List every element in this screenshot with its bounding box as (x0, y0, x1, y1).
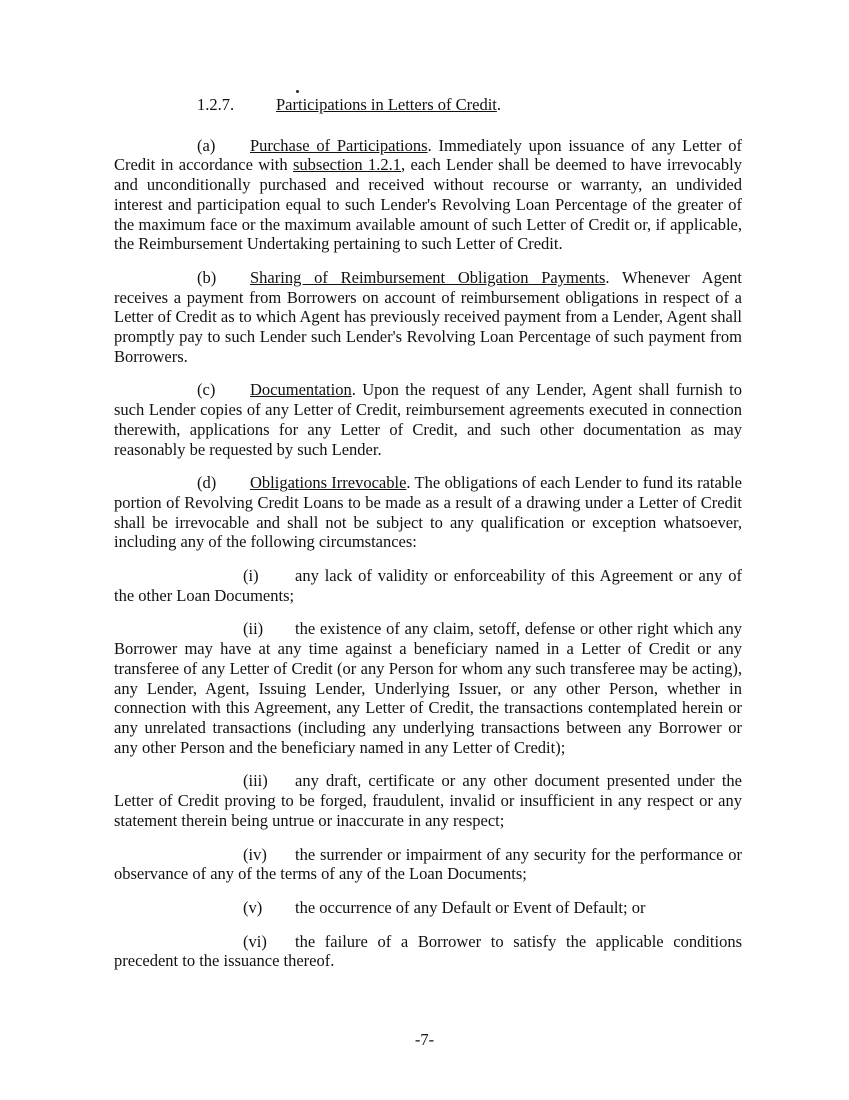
clause-item (114, 845, 742, 884)
clause-paragraph (114, 473, 742, 552)
text-run: the existence of any claim, setoff, defense or other right which any Borrower may have at any time against a beneficiary named in a Letter of Credit or any transferee of any Letter of Credit (or any Person for whom any such transferee may be acting), any Lender, Agent, Issuing Lender, Underlying Issuer, or any other Person, whether in connection with this Agreement, any Letter of Credit, the transactions contemplated herein or any unrelated transactions (including any underlying transactions between any Borrower or any other Person and the beneficiary named in any Letter of Credit); (114, 619, 742, 757)
clause-label: (c) (197, 380, 216, 400)
clause-label: (ii) (243, 619, 264, 639)
clause-label: (v) (243, 897, 263, 917)
text-run: the surrender or impairment of any security for the performance or observance of any of the terms of any of the Loan Documents; (114, 844, 742, 884)
clause-label: (iii) (243, 771, 268, 791)
text-run: any lack of validity or enforceability of this Agreement or any of the other Loan Documents; (114, 566, 742, 605)
text-run: . Immediately upon issuance of any Letter of Credit in accordance with (114, 135, 742, 175)
section-heading (114, 95, 742, 115)
text-run: any draft, certificate or any other document presented under the Letter of Credit proving to be forged, fraudulent, invalid or insufficient in any respect or any statement therein being untrue or inaccurate in any respect; (114, 771, 742, 830)
underlined-text: Participations in Letters of Credit (276, 95, 497, 114)
text-run: . The obligations of each Lender to fund its ratable portion of Revolving Credit Loans to be made as a result of a drawing under a Letter of Credit shall be irrevocable and shall not be subject to any qualification or exception whatsoever, including any of the following circumstances: (114, 473, 742, 552)
underlined-text: Documentation (250, 380, 352, 400)
clause-item (114, 898, 742, 918)
clause-label: (d) (197, 473, 217, 493)
document-body (114, 95, 742, 971)
clause-label: (iv) (243, 844, 267, 864)
clause-label: (b) (197, 267, 217, 287)
clause-item (114, 619, 742, 757)
text-run: . Upon the request of any Lender, Agent shall furnish to such Lender copies of any Letter of Credit, reimbursement agreements executed in connection therewith, applications for any Letter of Credit, and such other documentation as may reasonably be requested by such Lender. (114, 380, 742, 459)
scan-artifact-dot (296, 90, 299, 93)
underlined-text: subsection 1.2.1 (292, 155, 401, 175)
clause-paragraph (114, 268, 742, 367)
clause-item (114, 932, 742, 971)
clause-label: (i) (243, 566, 259, 586)
clause-item (114, 771, 742, 830)
page-number: -7- (414, 1030, 435, 1049)
underlined-text: Obligations Irrevocable (250, 473, 407, 493)
underlined-text: Purchase of Participations (250, 135, 428, 155)
text-run: . Whenever Agent receives a payment from Borrowers on account of reimbursement obligations in respect of a Letter of Credit as to which Agent has previously received payment from a Lender, Agent shall promptly pay to such Lender such Lender's Revolving Loan Percentage of such payment from Borrowers. (114, 267, 742, 366)
text-run: the occurrence of any Default or Event of Default; or (295, 897, 646, 917)
text-run: the failure of a Borrower to satisfy the applicable conditions precedent to the issuance thereof. (114, 931, 742, 971)
section-number: 1.2.7. (197, 95, 235, 114)
clause-item (114, 566, 742, 605)
underlined-text: Sharing of Reimbursement Obligation Payments (250, 267, 606, 287)
text-run: . (496, 95, 501, 114)
clause-paragraph (114, 380, 742, 459)
clause-paragraph (114, 136, 742, 254)
text-run: , each Lender shall be deemed to have irrevocably and unconditionally purchased and received without recourse or warranty, an undivided interest and participation equal to such Lender's Revolving Loan Percentage of the greater of the maximum face or the maximum available amount of such Letter of Credit or, if applicable, the Reimbursement Undertaking pertaining to such Letter of Credit. (114, 155, 742, 254)
clause-label: (vi) (243, 931, 267, 951)
clause-label: (a) (197, 135, 216, 155)
